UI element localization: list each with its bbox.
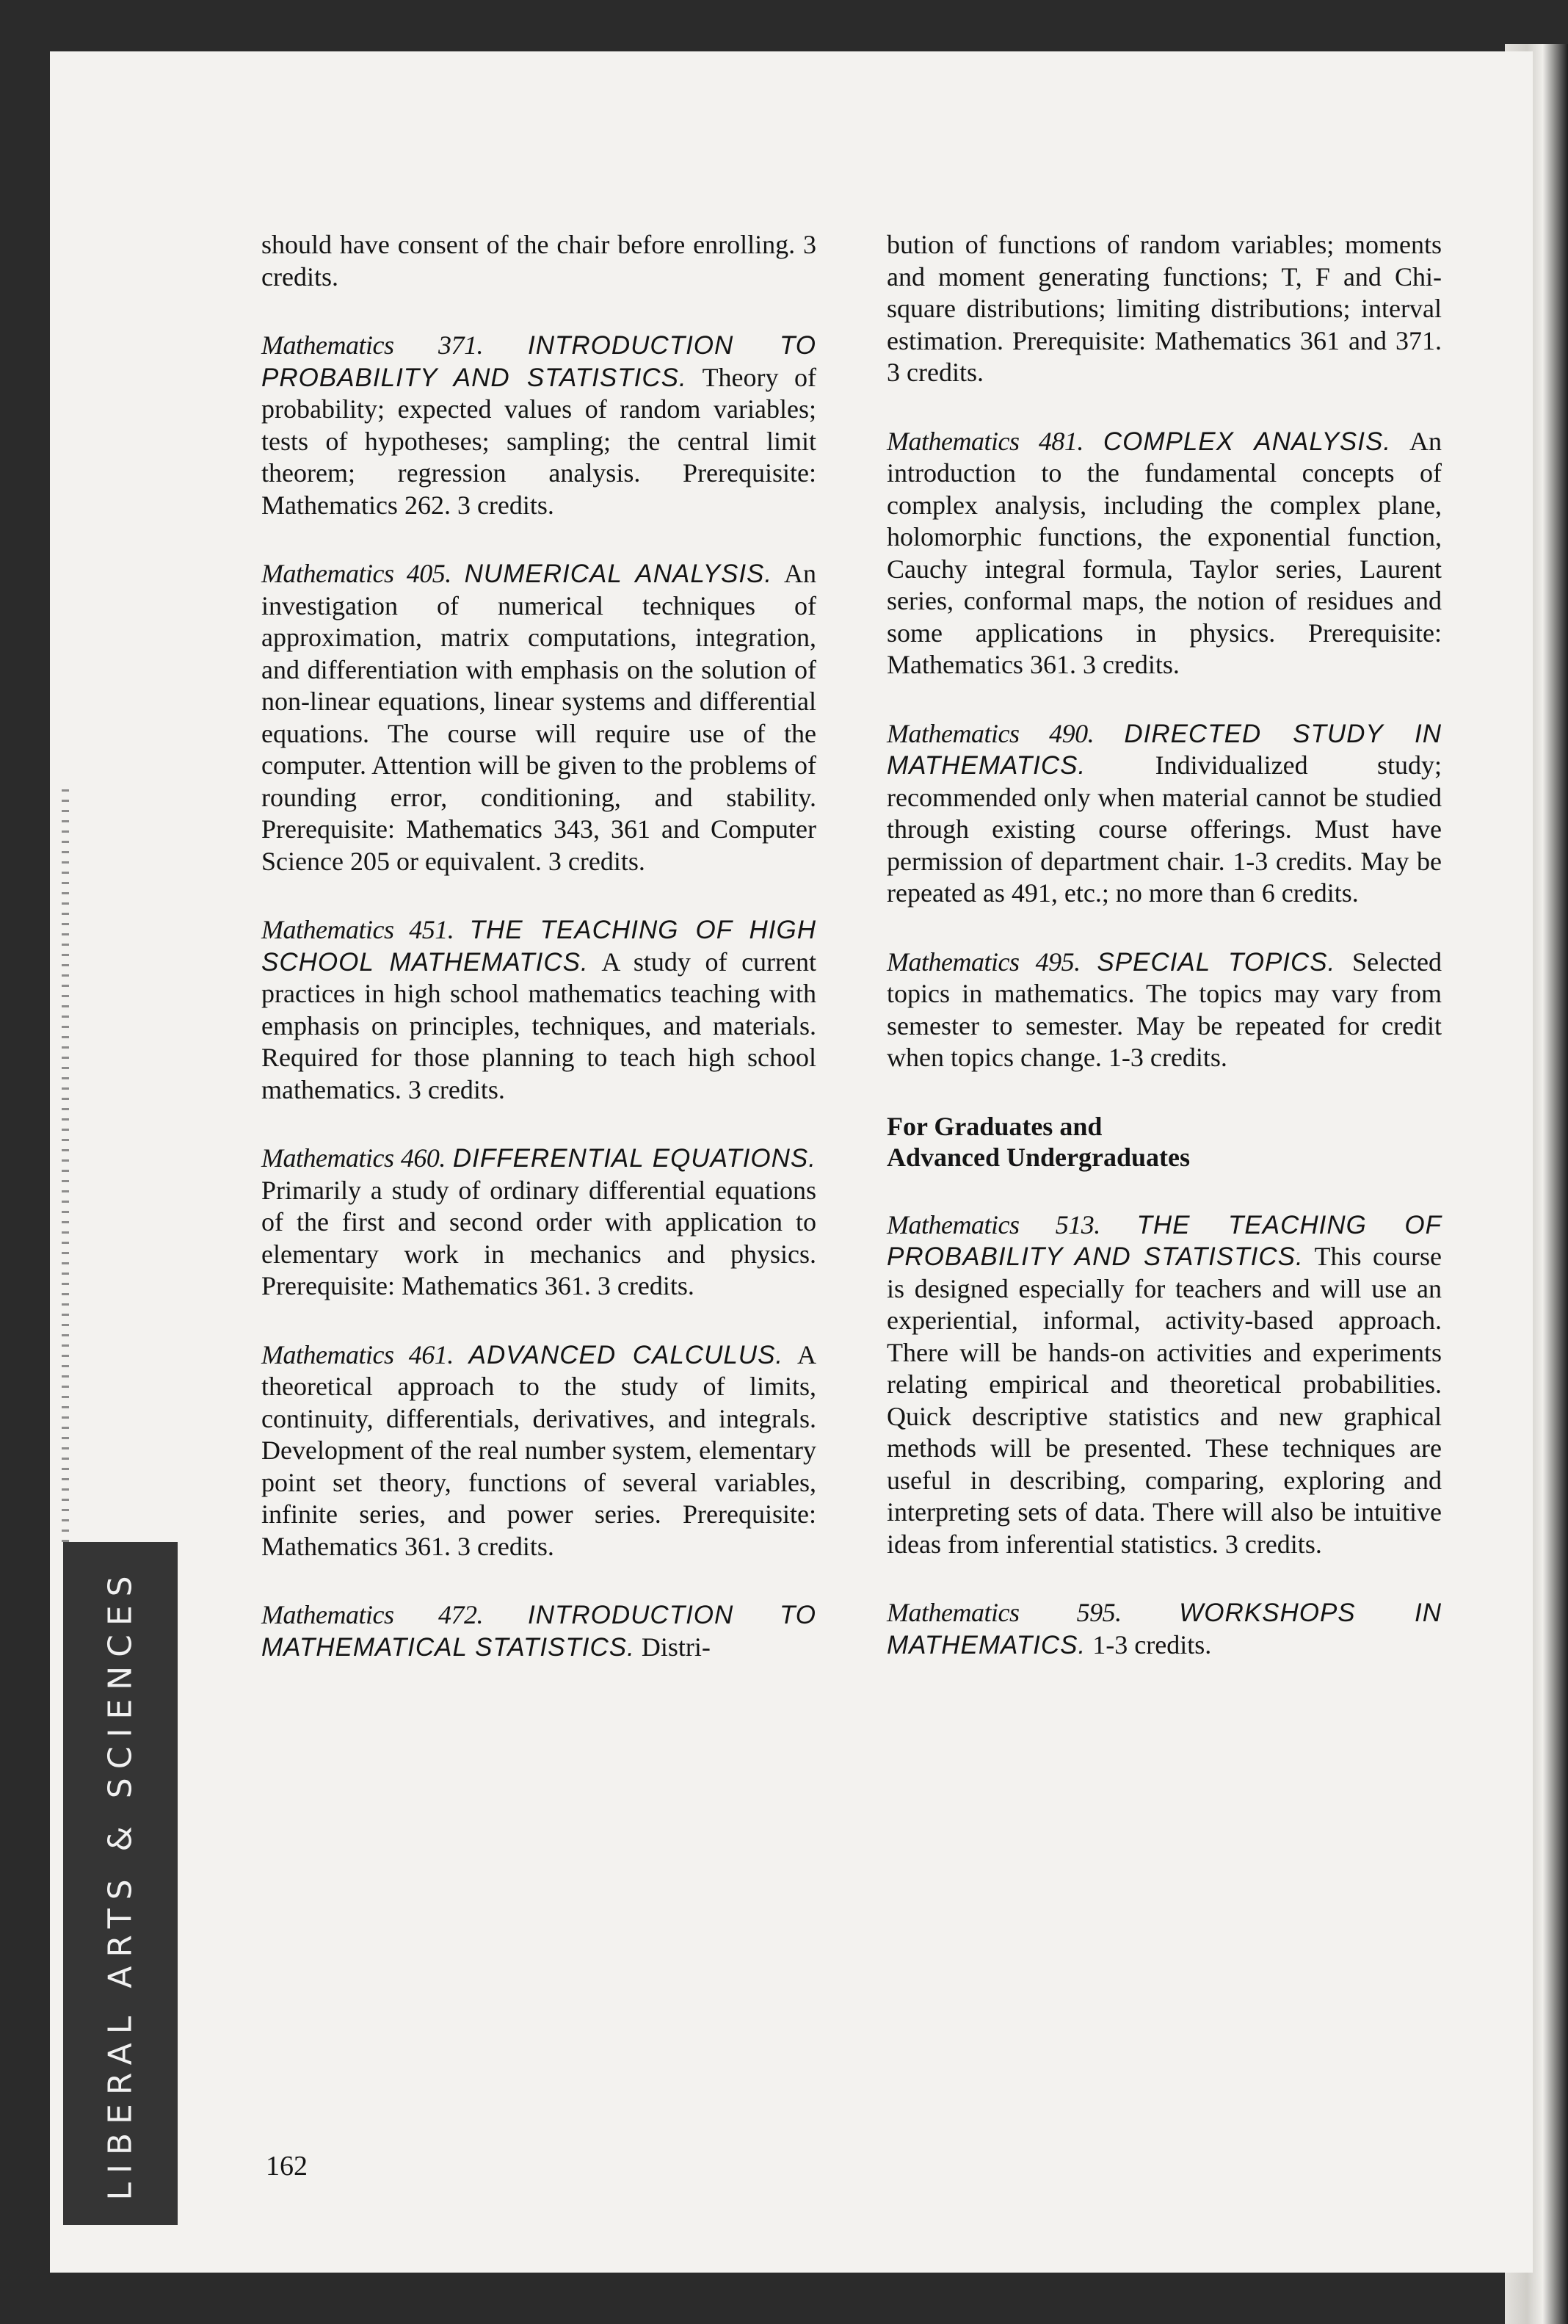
course-number: Mathematics 405. <box>261 559 451 588</box>
course-entry <box>887 1597 1442 1661</box>
section-heading <box>887 1111 1442 1173</box>
course-number: Mathematics 495. <box>887 946 1081 977</box>
course-title: WORKSHOPS IN MATHEMATICS. <box>887 1599 1442 1659</box>
course-number: Mathematics 460. <box>261 1143 446 1173</box>
course-description: An introduction to the fundamental concepts of complex analysis, including the complex plane, holomorphic functions, the exponential function, Cauchy integral formula, Taylor series, Laurent series, conformal maps, the notion of residues and some applications in physics. Prerequisite: Mathematics 361. 3 credits. <box>887 426 1442 679</box>
course-description: Primarily a study of ordinary differential equations of the first and second order with application to elementary work in mechanics and physics. Prerequisite: Mathematics 361. 3 credits. <box>261 1175 816 1300</box>
course-entry <box>887 1209 1442 1561</box>
course-description: An investigation of numerical techniques of approximation, matrix computations, integration, and differentiation with emphasis on the solution of non-linear equations, linear systems and differential equations. The course will require use of the computer. Attention will be given to the problems of rounding error, conditioning, and stability. Prerequisite: Mathematics 343, 361 and Computer Science 205 or equivalent. 3 credits. <box>261 559 816 876</box>
course-description: Selected topics in mathematics. The topics may vary from semester to semester. May be repeated for credit when topics change. 1-3 credits. <box>887 946 1442 1072</box>
course-title: NUMERICAL ANALYSIS. <box>464 560 773 588</box>
course-description: Individualized study; recommended only when material cannot be studied through existing course offerings. Must have permission of department chair. 1-3 credits. May be repeated as 491, etc.; no more than 6 credits. <box>887 750 1442 908</box>
binding-marks <box>62 789 69 1546</box>
course-description: A theoretical approach to the study of limits, continuity, differentials, derivatives, and integrals. Development of the real number system, elementary point set theory, functions of several variables, infinite series, and power series. Prerequisite: Mathematics 361. 3 credits. <box>261 1339 816 1561</box>
continuation-text: bution of functions of random variables; moments and moment generating functions; T, F and Chi-square distributions; limiting distributions; interval estimation. Prerequisite: Mathematics 361 and 371. 3 credits. <box>887 230 1442 387</box>
course-entry <box>887 946 1442 1074</box>
course-title: ADVANCED CALCULUS. <box>468 1340 784 1369</box>
course-title: DIRECTED STUDY IN MATHEMATICS. <box>887 719 1442 780</box>
course-title: COMPLEX ANALYSIS. <box>1103 427 1392 456</box>
course-entry <box>261 330 816 521</box>
course-title: THE TEACHING OF HIGH SCHOOL MATHEMATICS. <box>261 916 816 977</box>
course-description: Distri- <box>641 1632 711 1662</box>
course-title: DIFFERENTIAL EQUATIONS. <box>452 1144 816 1173</box>
course-number: Mathematics 472. <box>261 1600 483 1629</box>
course-description: 1-3 credits. <box>1092 1629 1212 1659</box>
course-title: INTRODUCTION TO MATHEMATICAL STATISTICS. <box>261 1601 816 1662</box>
course-entry <box>261 914 816 1106</box>
course-description: A study of current practices in high school mathematics teaching with emphasis on principles, techniques, and materials. Required for those planning to teach high school mathematics. 3 credits. <box>261 946 817 1104</box>
course-description: This course is designed especially for teachers and will use an experiential, informal, activity-based approach. There will be hands-on activities and experiments relating empirical and theoretical probabilities. Quick descriptive statistics and new graphical methods will be presented. These techniques are useful in describing, comparing, exploring and interpreting sets of data. There will also be intuitive ideas from inferential statistics. 3 credits. <box>887 1242 1442 1559</box>
section-heading-line: Advanced Undergraduates <box>887 1142 1191 1172</box>
course-number: Mathematics 513. <box>887 1209 1100 1239</box>
left-column <box>261 229 816 1700</box>
course-entry <box>261 558 816 877</box>
course-title: INTRODUCTION TO PROBABILITY AND STATISTICS. <box>261 331 816 392</box>
right-column <box>887 229 1442 1698</box>
course-number: Mathematics 461. <box>261 1339 454 1369</box>
course-entry <box>261 1599 816 1663</box>
course-number: Mathematics 490. <box>887 718 1095 748</box>
course-number: Mathematics 371. <box>261 330 483 360</box>
course-entry <box>261 1339 816 1563</box>
section-tab-label: LIBERAL ARTS & SCIENCES <box>101 1566 139 2201</box>
continuation-text: should have consent of the chair before enrolling. 3 credits. <box>261 230 816 292</box>
course-number: Mathematics 595. <box>887 1598 1122 1627</box>
section-heading-line: For Graduates and <box>887 1111 1103 1141</box>
course-number: Mathematics 451. <box>261 915 454 944</box>
page-number: 162 <box>266 2151 308 2182</box>
course-entry <box>261 1143 816 1303</box>
course-title: THE TEACHING OF PROBABILITY AND STATISTICS. <box>887 1210 1442 1271</box>
section-tab-text <box>63 1542 178 2225</box>
course-entry <box>887 426 1442 681</box>
course-entry <box>887 718 1442 910</box>
course-number: Mathematics 481. <box>887 426 1084 456</box>
course-title: SPECIAL TOPICS. <box>1097 947 1336 977</box>
course-description: Theory of probability; expected values of random variables; tests of hypotheses; sampling; the central limit theorem; regression analysis. Prerequisite: Mathematics 262. 3 credits. <box>261 362 817 520</box>
